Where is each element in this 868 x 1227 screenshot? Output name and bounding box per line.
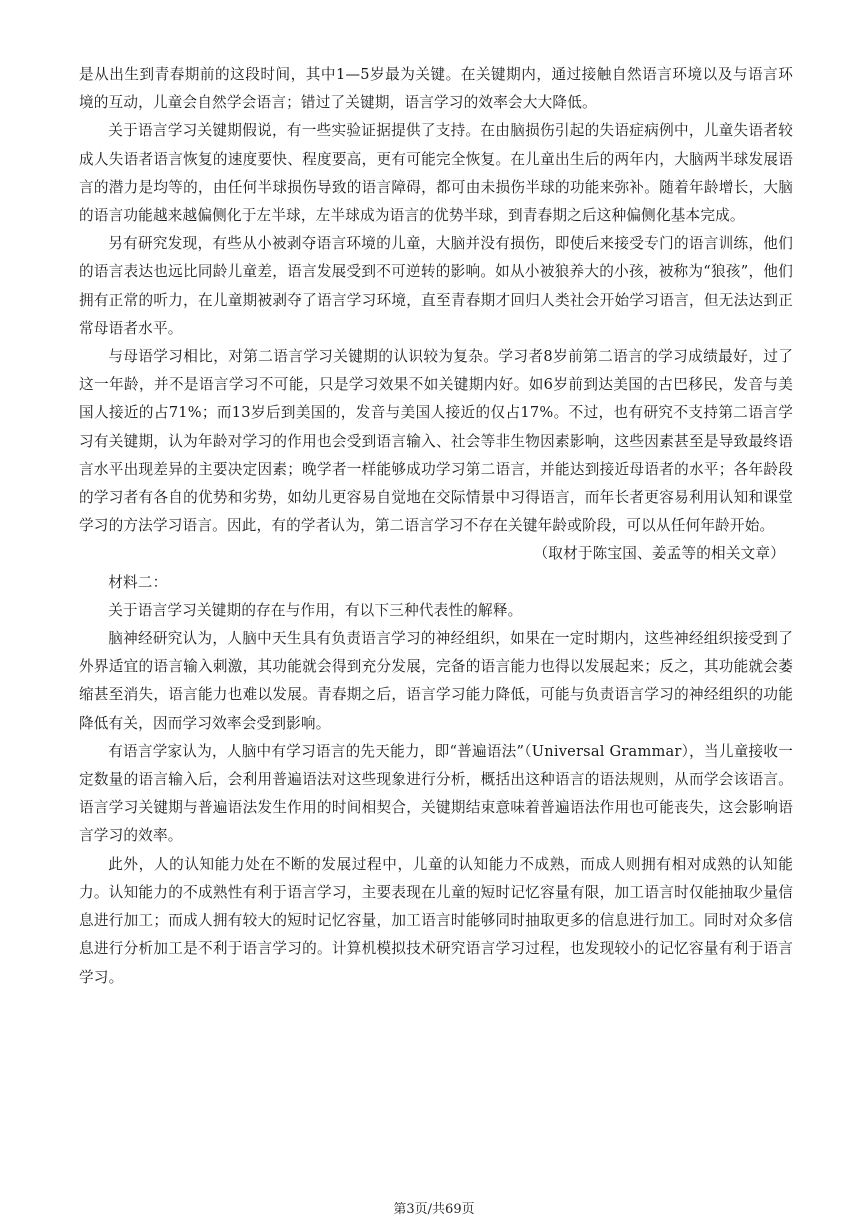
source-citation: （取材于陈宝国、姜孟等的相关文章） [533,545,785,563]
material-two-universal-grammar: 有语言学家认为，人脑中有学习语言的先天能力，即“普遍语法”（Universal Grammar），当儿童接收一定数量的语言输入后，会利用普遍语法对这些现象进行分析，概括出这种语言的语法规则，从而学会该语言。语言学习关键期与普遍语法发生作用的时间相契合，关键期结束意味着普遍语法作用也可能丧失，这会影响语言学习的效率。 [79,742,793,845]
paragraph-second-language: 与母语学习相比，对第二语言学习关键期的认识较为复杂。学习者8岁前第二语言的学习成绩最好，过了这一年龄，并不是语言学习不可能，只是学习效果不如关键期内好。如6岁前到达美国的古巴移民，发音与美国人接近的占71%；而13岁后到美国的，发音与美国人接近的仅占17%。不过，也有研究不支持第二语言学习有关键期，认为年龄对学习的作用也会受到语言输入、社会等非生物因素影响，这些因素甚至是导致最终语言水平出现差异的主要决定因素；晚学者一样能够成功学习第二语言，并能达到接近母语者的水平；各年龄段的学习者有各自的优势和劣势，如幼儿更容易自觉地在交际情景中习得语言，而年长者更容易利用认知和课堂学习的方法学习语言。因此，有的学者认为，第二语言学习不存在关键年龄或阶段，可以从任何年龄开始。 [79,348,793,535]
paragraph-continued: 是从出生到青春期前的这段时间，其中1—5岁最为关键。在关键期内，通过接触自然语言环境以及与语言环境的互动，儿童会自然学会语言；错过了关键期，语言学习的效率会大大降低。 [79,66,793,112]
page-number: 第3页/共69页 [393,1202,475,1217]
material-two-cognitive: 此外，人的认知能力处在不断的发展过程中，儿童的认知能力不成熟，而成人则拥有相对成熟的认知能力。认知能力的不成熟性有利于语言学习，主要表现在儿童的短时记忆容量有限，加工语言时仅能抽取少量信息进行加工；而成人拥有较大的短时记忆容量，加工语言时能够同时抽取更多的信息进行加工。同时对众多信息进行分析加工是不利于语言学习的。计算机模拟技术研究语言学习过程，也发现较小的记忆容量有利于语言学习。 [79,855,793,986]
paragraph-deprived-children: 另有研究发现，有些从小被剥夺语言环境的儿童，大脑并没有损伤，即使后来接受专门的语言训练，他们的语言表达也远比同龄儿童差，语言发展受到不可逆转的影响。如从小被狼养大的小孩，被称为“狼孩”，他们拥有正常的听力，在儿童期被剥夺了语言学习环境，直至青春期才回归人类社会开始学习语言，但无法达到正常母语者水平。 [79,235,793,337]
paragraph-critical-period-evidence: 关于语言学习关键期假说，有一些实验证据提供了支持。在由脑损伤引起的失语症病例中，儿童失语者较成人失语者语言恢复的速度要快、程度要高，更有可能完全恢复。在儿童出生后的两年内，大脑两半球发展语言的潜力是均等的，由任何半球损伤导致的语言障碍，都可由未损伤半球的功能来弥补。随着年龄增长，大脑的语言功能越来越偏侧化于左半球，左半球成为语言的优势半球，到青春期之后这种偏侧化基本完成。 [79,122,793,225]
material-two-neuro: 脑神经研究认为，人脑中天生具有负责语言学习的神经组织，如果在一定时期内，这些神经组织接受到了外界适宜的语言输入刺激，其功能就会得到充分发展，完备的语言能力也得以发展起来；反之，其功能就会萎缩甚至消失，语言能力也难以发展。青春期之后，语言学习能力降低，可能与负责语言学习的神经组织的功能降低有关，因而学习效率会受到影响。 [79,630,793,732]
material-two-heading: 材料二： [108,573,168,591]
article-body [79,61,793,992]
material-two-intro: 关于语言学习关键期的存在与作用，有以下三种代表性的解释。 [108,601,523,619]
